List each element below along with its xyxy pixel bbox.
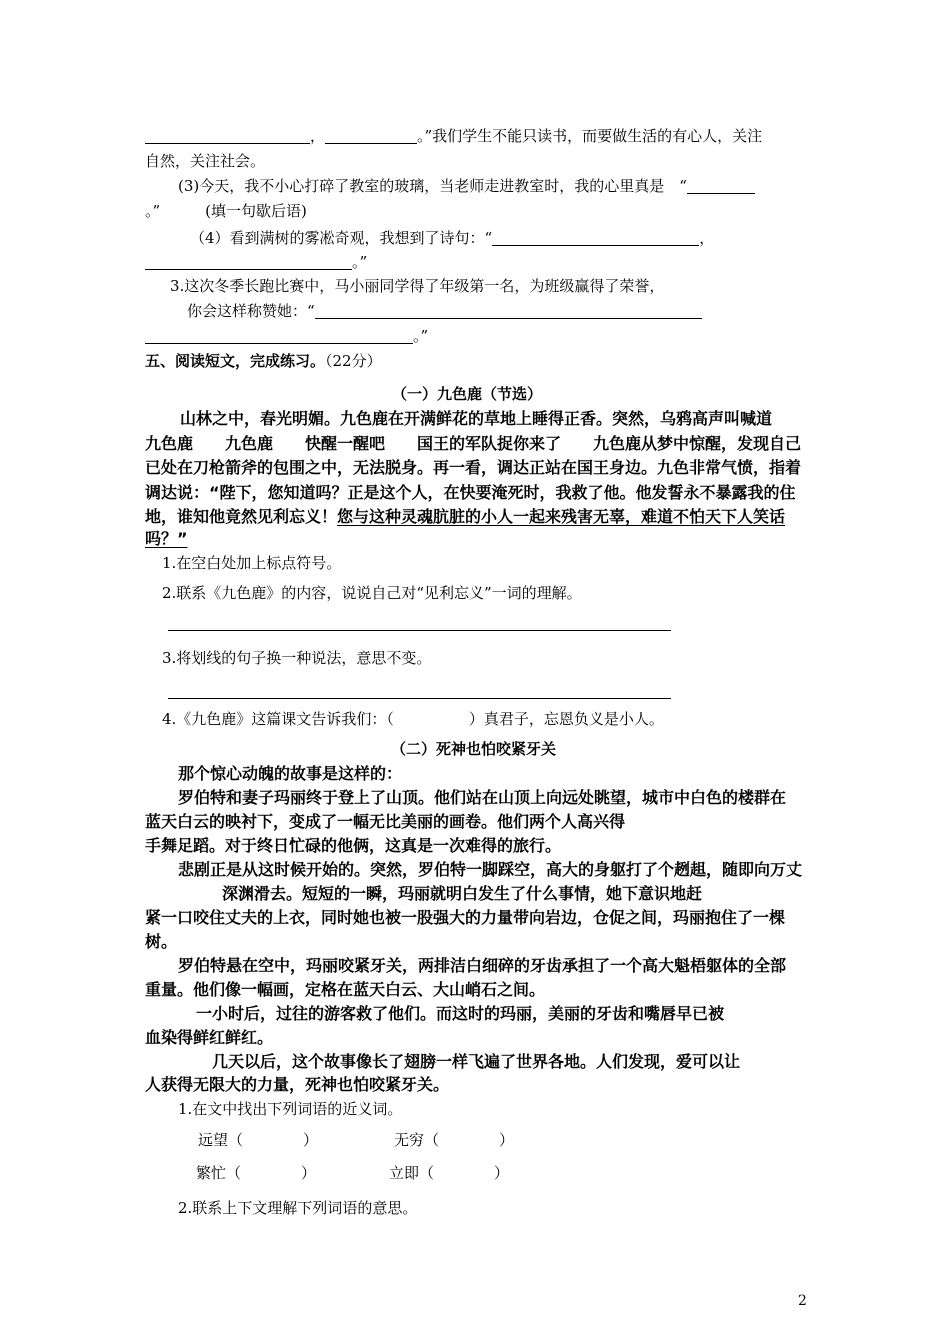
q4-item3: (3)今天，我不小心打碎了教室的玻璃，当老师走进教室时，我的心里真是 “ (178, 178, 755, 194)
passage-title: （一）九色鹿（节选） (392, 385, 543, 403)
answer-blank[interactable] (687, 178, 755, 194)
q3-answer-line: 。” (145, 328, 428, 344)
answer-line[interactable] (168, 630, 671, 631)
passage-line: 树。 (145, 932, 178, 951)
answer-blank[interactable] (145, 328, 413, 344)
passage-line: 深渊滑去。短短的一瞬，玛丽就明白发生了什么事情，她下意识地赶 (222, 884, 703, 903)
synonym-item[interactable]: 远望（ ） (198, 1131, 319, 1149)
passage-line: 重量。他们像一幅画，定格在蓝天白云、大山峭石之间。 (145, 980, 546, 999)
synonym-item[interactable]: 立即（ ） (389, 1164, 510, 1182)
underlined-sentence: 吗？” (145, 529, 188, 548)
passage-line: 罗伯特悬在空中，玛丽咬紧牙关，两排洁白细碎的牙齿承担了一个高大魁梧躯体的全部 (178, 956, 787, 975)
synonym-item[interactable]: 繁忙（ ） (196, 1164, 317, 1182)
synonym-item[interactable]: 无穷（ ） (394, 1131, 515, 1149)
passage-line (145, 531, 188, 547)
answer-blank[interactable] (145, 254, 352, 270)
question-3: 3.将划线的句子换一种说法，意思不变。 (162, 649, 432, 667)
page-number: 2 (798, 1293, 807, 1309)
q4-line1: ， 。”我们学生不能只读书，而要做生活的有心人，关注 (145, 128, 762, 144)
passage-line: 一小时后，过往的游客救了他们。而这时的玛丽，美丽的牙齿和嘴唇早已被 (196, 1004, 725, 1023)
passage-line: 九色鹿 九色鹿 快醒一醒吧 国王的军队捉你来了 九色鹿从梦中惊醒，发现自己 (145, 434, 802, 453)
passage-line: 调达说：“陛下，您知道吗？正是这个人，在快要淹死时，我救了他。他发誓永不暴露我的住 (145, 483, 796, 502)
passage-line: 悲剧正是从这时候开始的。突然，罗伯特一脚踩空，高大的身躯打了个趔趄，随即向万丈 (178, 860, 803, 879)
question-4: 4.《九色鹿》这篇课文告诉我们：（ ）真君子，忘恩负义是小人。 (162, 710, 664, 728)
passage-line: 手舞足蹈。对于终日忙碌的他俩，这真是一次难得的旅行。 (145, 836, 562, 855)
answer-blank[interactable] (325, 128, 417, 144)
passage-line: 已处在刀枪箭斧的包围之中，无法脱身。再一看，调达正站在国王身边。九色非常气愤，指着 (145, 458, 802, 477)
answer-line[interactable] (168, 698, 671, 699)
passage-line: 几天以后，这个故事像长了翅膀一样飞遍了世界各地。人们发现，爱可以让 (212, 1052, 741, 1071)
answer-blank[interactable] (145, 128, 310, 144)
q4-line2: 自然，关注社会。 (145, 152, 266, 170)
q4-item3-tail: 。” (填一句歇后语) (145, 202, 307, 220)
passage-line: 血染得鲜红鲜红。 (145, 1028, 274, 1047)
passage-line: 罗伯特和妻子玛丽终于登上了山顶。他们站在山顶上向远处眺望，城市中白色的楼群在 (178, 788, 787, 807)
answer-blank[interactable] (315, 303, 702, 319)
passage-line: 那个惊心动魄的故事是这样的： (178, 764, 403, 783)
question-1: 1.在空白处加上标点符号。 (162, 554, 342, 572)
question-1: 1.在文中找出下列词语的近义词。 (178, 1100, 403, 1118)
passage-title: （二）死神也怕咬紧牙关 (391, 740, 557, 758)
q4-item4-line2: 。” (145, 254, 367, 270)
passage-line: 人获得无限大的力量，死神也怕咬紧牙关。 (145, 1075, 450, 1094)
passage-line: 山林之中，春光明媚。九色鹿在开满鲜花的草地上睡得正香。突然，乌鸦高声叫喊道 (180, 409, 773, 428)
q3-prompt-2: 你会这样称赞她：“ (187, 303, 702, 319)
underlined-sentence: 您与这种灵魂肮脏的小人一起来残害无辜，难道不怕天下人笑话 (337, 507, 786, 526)
answer-blank[interactable] (492, 230, 699, 246)
q3-prompt: 3.这次冬季长跑比赛中，马小丽同学得了年级第一名，为班级赢得了荣誉， (170, 277, 665, 295)
passage-line: 蓝天白云的映衬下，变成了一幅无比美丽的画卷。他们两个人高兴得 (145, 812, 626, 831)
passage-line: 紧一口咬住丈夫的上衣，同时她也被一股强大的力量带向岩边，仓促之间，玛丽抱住了一棵 (145, 908, 786, 927)
question-2: 2.联系上下文理解下列词语的意思。 (178, 1199, 418, 1217)
q4-item4: （4）看到满树的雾凇奇观，我想到了诗句：“ ， (190, 229, 715, 247)
section-heading: 五、阅读短文，完成练习。（22分） (145, 352, 382, 370)
passage-line: 地，谁知他竟然见利忘义！您与这种灵魂肮脏的小人一起来残害无辜，难道不怕天下人笑话 (145, 507, 786, 526)
question-2: 2.联系《九色鹿》的内容，说说自己对“见利忘义”一词的理解。 (162, 584, 582, 602)
